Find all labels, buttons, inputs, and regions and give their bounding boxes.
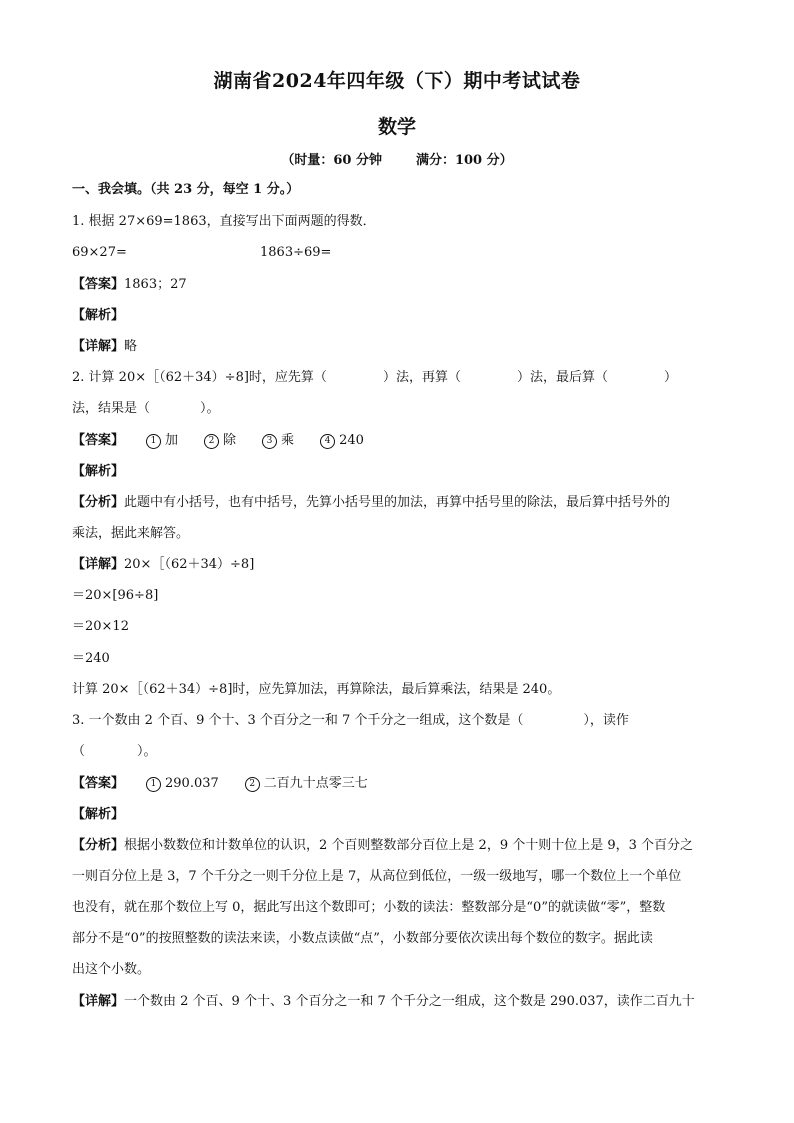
answer-tag: 【答案】 [72, 277, 125, 292]
q3-text-d: ）。 [137, 744, 157, 759]
q3-detail-text: 一个数由 2 个百、9 个十、3 个百分之一和 7 个千分之一组成，这个数是 290.037，读作二百九十 [124, 994, 695, 1009]
q1-expr-a: 69×27= [72, 245, 127, 260]
q3-analysis-line3: 也没有，就在那个数位上写 0，据此写出这个数即可；小数的读法：整数部分是“0”的就读做“零”，整数 [72, 900, 666, 915]
q1-detail [72, 338, 724, 356]
answer-tag: 【答案】 [72, 433, 125, 448]
q2-detail-line4: ＝240 [72, 651, 110, 666]
detail-tag: 【详解】 [72, 994, 125, 1009]
q2-analysis-line2: 乘法，据此来解答。 [72, 526, 190, 541]
q1-expr-b: 1863÷69= [260, 245, 332, 260]
q2-text-d: ） [663, 370, 677, 385]
q2-answer-4: 240 [339, 433, 364, 448]
answer-tag: 【答案】 [72, 776, 125, 791]
q2-text-c: ）法，最后算（ [516, 370, 608, 385]
analysis-title: 【分析】 [72, 495, 125, 510]
detail-tag: 【详解】 [72, 557, 125, 572]
circled-number-icon: 3 [262, 434, 277, 449]
time-info: （时量：60 分钟 [281, 153, 382, 168]
q2-analysis-text: 此题中有小括号，也有中括号，先算小括号里的加法，再算中括号里的除法，最后算中括号外的 [124, 495, 671, 510]
q3-detail-line1 [72, 993, 724, 1011]
q3-analysis-text: 根据小数数位和计数单位的认识，2 个百则整数部分百位上是 2，9 个十则十位上是 9，3 个百分之 [124, 838, 694, 853]
q2-answer [72, 432, 724, 450]
q2-text-b: ）法，再算（ [382, 370, 461, 385]
subject-title: 数学 [377, 116, 416, 138]
q2-analysis-tag: 【解析】 [72, 464, 125, 479]
q1-answer [72, 276, 724, 294]
score-info: 满分：100 分） [415, 153, 513, 168]
q2-text-line2 [72, 400, 724, 418]
q2-text-a: 2. 计算 20×［（62＋34）÷8]时，应先算（ [72, 370, 327, 385]
q3-text-line1 [72, 712, 724, 730]
q3-answer-2: 二百九十点零三七 [263, 776, 368, 791]
q2-detail-line3: ＝20×12 [72, 619, 129, 634]
circled-number-icon: 1 [146, 434, 161, 449]
exam-meta [0, 149, 794, 168]
q2-answer-1: 加 [165, 433, 179, 448]
q2-text-line1 [72, 369, 724, 387]
q3-answer-1: 290.037 [165, 776, 219, 791]
q3-analysis-line1 [72, 837, 724, 855]
q1-answer-value: 1863；27 [124, 277, 187, 292]
q3-analysis-line2: 一则百分位上是 3，7 个千分之一则千分位上是 7，从高位到低位，一级一级地写，哪一个数位上一个单位 [72, 869, 682, 884]
q2-detail-line5: 计算 20×［（62＋34）÷8]时，应先算加法，再算除法，最后算乘法，结果是 240。 [72, 682, 561, 697]
q2-answer-2: 除 [223, 433, 237, 448]
q3-answer [72, 775, 724, 793]
q2-text-f: ）。 [200, 401, 220, 416]
q1-detail-text: 略 [124, 339, 138, 354]
detail-tag: 【详解】 [72, 339, 125, 354]
circled-number-icon: 2 [204, 434, 219, 449]
q3-text-a: 3. 一个数由 2 个百、9 个十、3 个百分之一和 7 个千分之一组成，这个数是（ [72, 713, 524, 728]
q3-analysis-line4: 部分不是“0”的按照整数的读法来读，小数点读做“点”，小数部分要依次读出每个数位的数字。据此读 [72, 931, 653, 946]
section-heading: 一、我会填。（共 23 分，每空 1 分。） [72, 182, 300, 197]
circled-number-icon: 4 [320, 434, 335, 449]
q2-text-e: 法，结果是（ [72, 401, 151, 416]
q1-exprs [72, 244, 724, 262]
circled-number-icon: 1 [146, 777, 161, 792]
analysis-title: 【分析】 [72, 838, 125, 853]
q3-analysis-line5: 出这个小数。 [72, 962, 151, 977]
q2-detail-line2: ＝20×[96÷8] [72, 588, 159, 603]
q1-text: 1. 根据 27×69=1863，直接写出下面两题的得数． [72, 214, 376, 229]
q2-detail-text: 20×［（62＋34）÷8] [124, 557, 255, 572]
q3-text-line2 [72, 743, 724, 761]
q2-detail-line1 [72, 556, 724, 574]
q2-answer-3: 乘 [281, 433, 295, 448]
q3-text-b: ），读作 [583, 713, 629, 728]
exam-title: 湖南省2024年四年级（下）期中考试试卷 [213, 70, 581, 92]
circled-number-icon: 2 [245, 777, 260, 792]
q1-analysis-tag: 【解析】 [72, 308, 125, 323]
q3-analysis-tag: 【解析】 [72, 807, 125, 822]
q2-analysis-line1 [72, 494, 724, 512]
q3-text-c: （ [72, 744, 86, 759]
